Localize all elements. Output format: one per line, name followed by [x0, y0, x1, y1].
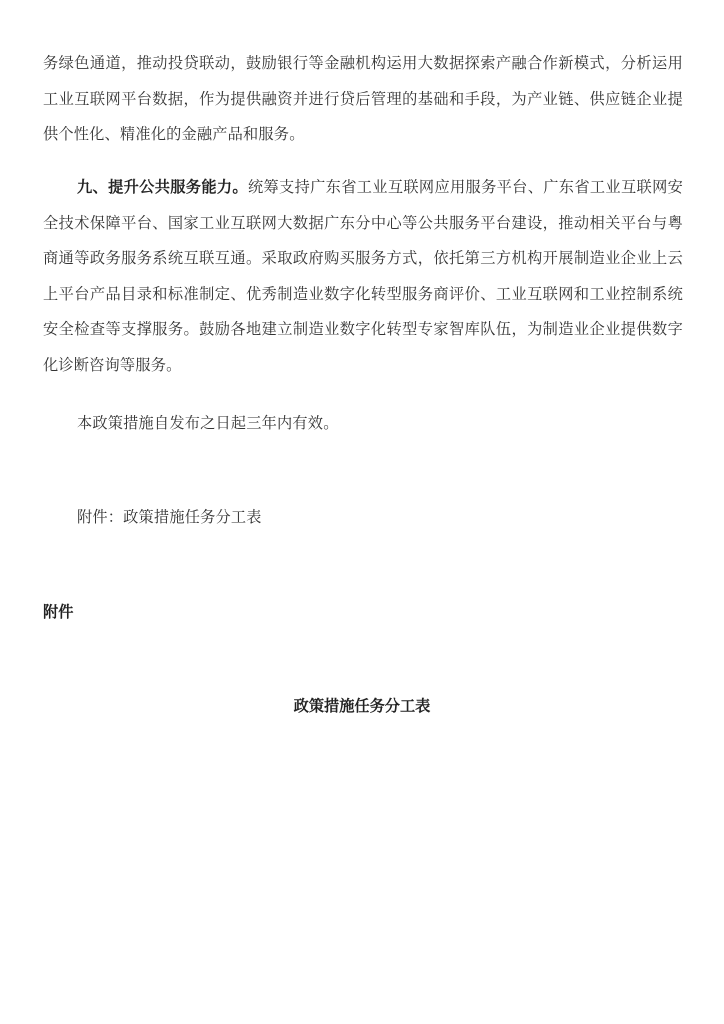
- section-nine-body: 统筹支持广东省工业互联网应用服务平台、广东省工业互联网安全技术保障平台、国家工业互联网大数据广东分中心等公共服务平台建设，推动相关平台与粤商通等政务服务系统互联互通。采取政府购买服务方式，依托第三方机构开展制造业企业上云上平台产品目录和标准制定、优秀制造业数字化转型服务商评价、工业互联网和工业控制系统安全检查等支撑服务。鼓励各地建立制造业数字化转型专家智库队伍，为制造业企业提供数字化诊断咨询等服务。: [43, 178, 683, 374]
- section-nine-heading: 九、提升公共服务能力。: [77, 178, 248, 196]
- attachment-note: 附件：政策措施任务分工表: [77, 508, 262, 526]
- table-title: 政策措施任务分工表: [293, 697, 431, 715]
- section-nine-paragraph: [43, 170, 683, 383]
- paragraph-financing-continued: 务绿色通道，推动投贷联动，鼓励银行等金融机构运用大数据探索产融合作新模式，分析运用工业互联网平台数据，作为提供融资并进行贷后管理的基础和手段，为产业链、供应链企业提供个性化、精准化的金融产品和服务。: [43, 54, 683, 143]
- validity-statement: 本政策措施自发布之日起三年内有效。: [77, 414, 339, 432]
- attachment-label: 附件: [43, 603, 74, 621]
